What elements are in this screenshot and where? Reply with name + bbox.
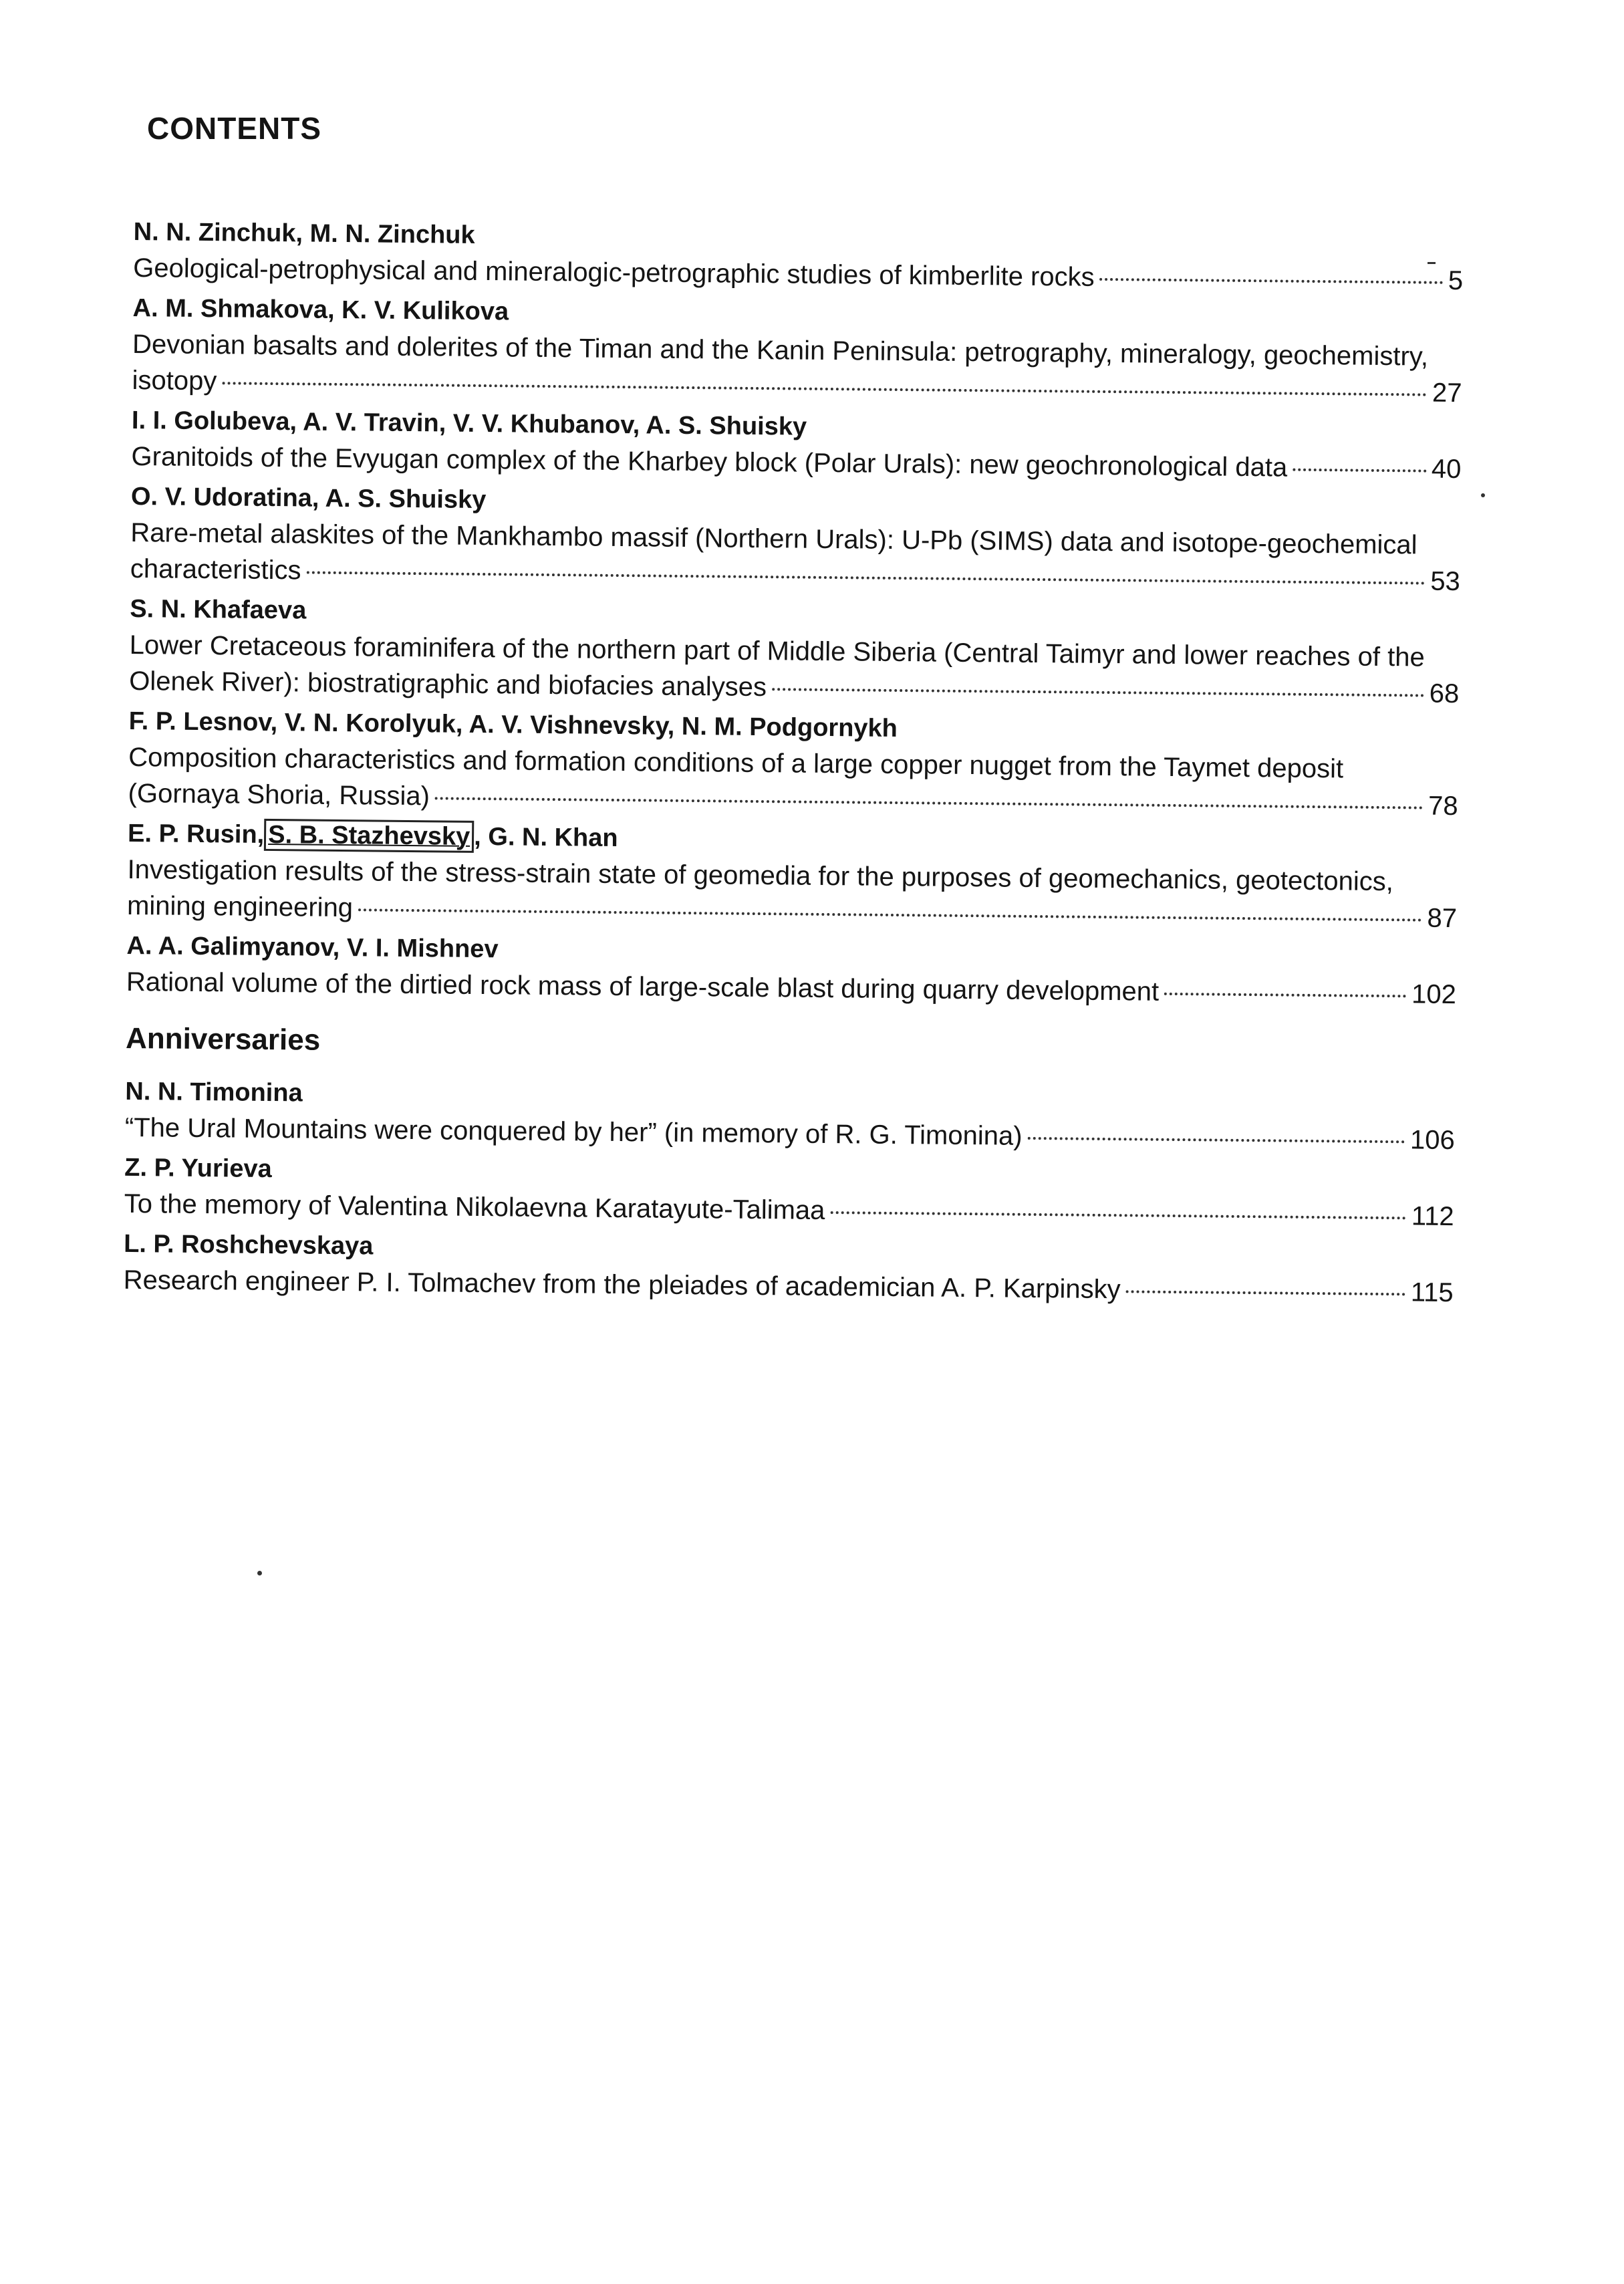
page-number: 68 bbox=[1429, 678, 1460, 709]
article-list bbox=[126, 214, 1464, 1013]
dot-leader bbox=[1126, 1290, 1405, 1295]
dot-leader bbox=[830, 1211, 1406, 1219]
toc-entry[interactable] bbox=[133, 214, 1464, 299]
table-of-contents bbox=[123, 214, 1464, 1315]
page-number: 115 bbox=[1410, 1277, 1454, 1308]
toc-entry[interactable] bbox=[124, 1150, 1455, 1235]
toc-entry[interactable] bbox=[127, 815, 1458, 936]
dot-leader bbox=[358, 908, 1422, 921]
toc-entry[interactable] bbox=[128, 703, 1458, 824]
entry-authors: I. I. Golubeva, A. V. Travin, V. V. Khubanov, A. S. Shuisky bbox=[131, 406, 807, 441]
entry-authors: S. N. Khafaeva bbox=[130, 594, 307, 625]
entry-authors: Z. P. Yurieva bbox=[124, 1153, 272, 1184]
page-number: 5 bbox=[1448, 265, 1464, 296]
dot-leader bbox=[772, 688, 1424, 696]
entry-authors: L. P. Roshchevskaya bbox=[124, 1229, 374, 1261]
scan-mark bbox=[257, 1571, 262, 1575]
entry-title: Devonian basalts and dolerites of the Timan and the Kanin Peninsula: petrography, mineralogy, geochemistry, bbox=[132, 329, 1429, 372]
entry-authors: F. P. Lesnov, V. N. Korolyuk, A. V. Vishnevsky, N. M. Podgornykh bbox=[128, 707, 898, 743]
page-number: 112 bbox=[1411, 1201, 1454, 1232]
anniversary-list bbox=[123, 1073, 1455, 1311]
page-number: 27 bbox=[1432, 378, 1462, 408]
entry-authors: N. N. Zinchuk, M. N. Zinchuk bbox=[133, 217, 475, 249]
dot-leader bbox=[306, 572, 1425, 585]
toc-entry[interactable] bbox=[131, 402, 1462, 487]
entry-authors: A. A. Galimyanov, V. I. Mishnev bbox=[126, 931, 499, 964]
toc-entry[interactable] bbox=[126, 928, 1457, 1013]
entry-title: Lower Cretaceous foraminifera of the northern part of Middle Siberia (Central Taimyr and lower reaches of the bbox=[129, 630, 1425, 672]
toc-entry[interactable] bbox=[130, 479, 1461, 600]
section-title-anniversaries: Anniversaries bbox=[125, 1021, 321, 1057]
entry-title: characteristics bbox=[130, 553, 301, 586]
entry-title: Olenek River): biostratigraphic and biofacies analyses bbox=[129, 666, 767, 703]
dot-leader bbox=[435, 797, 1423, 809]
entry-title: Rare-metal alaskites of the Mankhambo massif (Northern Urals): U-Pb (SIMS) data and isotope-geochemical bbox=[130, 517, 1417, 560]
toc-entry[interactable] bbox=[129, 591, 1460, 712]
entry-title: To the memory of Valentina Nikolaevna Karatayute-Talimaa bbox=[124, 1188, 825, 1225]
dot-leader bbox=[1100, 278, 1443, 284]
entry-title: Research engineer P. I. Tolmachev from the pleiades of academician A. P. Karpinsky bbox=[123, 1265, 1121, 1305]
entry-title: Geological-petrophysical and mineralogic-petrographic studies of kimberlite rocks bbox=[133, 253, 1095, 292]
entry-authors: A. M. Shmakova, K. V. Kulikova bbox=[132, 293, 509, 326]
entry-title: Composition characteristics and formation conditions of a large copper nugget from the Taymet deposit bbox=[128, 742, 1344, 784]
dot-leader bbox=[1293, 469, 1426, 473]
toc-entry[interactable] bbox=[123, 1226, 1454, 1311]
entry-title: Rational volume of the dirtied rock mass of large-scale blast during quarry development bbox=[126, 967, 1160, 1007]
author-name: E. P. Rusin, bbox=[127, 819, 265, 849]
scan-mark bbox=[1481, 493, 1485, 497]
entry-authors: O. V. Udoratina, A. S. Shuisky bbox=[130, 482, 487, 515]
entry-title: (Gornaya Shoria, Russia) bbox=[128, 778, 430, 811]
entry-title: “The Ural Mountains were conquered by her” (in memory of R. G. Timonina) bbox=[124, 1112, 1023, 1151]
toc-entry[interactable] bbox=[125, 1073, 1456, 1158]
page-number: 87 bbox=[1427, 903, 1458, 934]
page-number: 40 bbox=[1431, 454, 1462, 485]
entry-title: isotopy bbox=[132, 365, 217, 396]
entry-authors: N. N. Timonina bbox=[125, 1077, 303, 1108]
scan-mark bbox=[1428, 262, 1436, 264]
dot-leader bbox=[222, 382, 1427, 396]
entry-title: Granitoids of the Evyugan complex of the Kharbey block (Polar Urals): new geochronological data bbox=[131, 441, 1288, 483]
dot-leader bbox=[1028, 1137, 1405, 1143]
boxed-author-name: S. B. Stazhevsky bbox=[264, 819, 474, 853]
page-number: 78 bbox=[1428, 791, 1458, 821]
toc-entry[interactable] bbox=[132, 290, 1462, 411]
dot-leader bbox=[1164, 993, 1406, 997]
page-number: 102 bbox=[1411, 979, 1457, 1010]
entry-title: mining engineering bbox=[126, 890, 354, 923]
author-name: , G. N. Khan bbox=[474, 822, 618, 852]
page-number: 106 bbox=[1409, 1125, 1455, 1156]
page-number: 53 bbox=[1430, 566, 1461, 597]
contents-heading: CONTENTS bbox=[147, 111, 321, 146]
entry-title: Investigation results of the stress-strain state of geomedia for the purposes of geomechanics, geotectonics, bbox=[127, 854, 1394, 897]
